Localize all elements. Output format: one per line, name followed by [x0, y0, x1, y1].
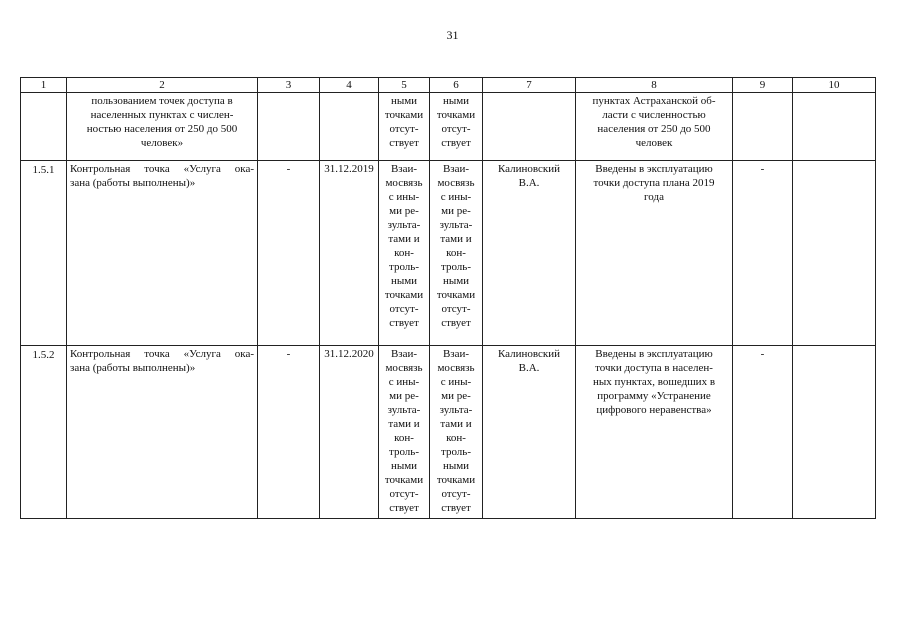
text-line: ными [442, 275, 470, 287]
text-line: В.А. [518, 362, 540, 374]
text-line: ными [442, 95, 470, 107]
header-cell: 4 [320, 78, 379, 93]
relation-col6 [430, 346, 483, 519]
text-line: тами и [440, 418, 472, 430]
continued-col5 [379, 93, 430, 161]
col9-value: - [733, 161, 793, 346]
continuation-row [21, 93, 876, 161]
text-line: ми ре- [441, 390, 471, 402]
text-line: Контрольная точка «Услуга ока- [70, 163, 254, 175]
text-line: точки доступа в населен- [595, 362, 713, 374]
header-cell: 5 [379, 78, 430, 93]
text-line: года [644, 191, 664, 203]
task-name [67, 161, 258, 346]
empty-cell [320, 93, 379, 161]
empty-cell [793, 93, 876, 161]
text-line: троль- [441, 446, 471, 458]
col3-value: - [258, 161, 320, 346]
header-cell: 3 [258, 78, 320, 93]
text-line: троль- [389, 261, 419, 273]
text-line: с ины- [440, 376, 472, 388]
text-line: Введены в эксплуатацию [595, 163, 713, 175]
text-line: ствует [389, 502, 419, 514]
text-line: зульта- [439, 404, 473, 416]
text-line: ствует [441, 317, 471, 329]
text-line: зульта- [387, 219, 421, 231]
text-line: с ины- [388, 191, 420, 203]
relation-col5 [379, 161, 430, 346]
header-cell: 1 [21, 78, 67, 93]
table-row [21, 346, 876, 519]
header-cell: 10 [793, 78, 876, 93]
text-line: Контрольная точка «Услуга ока- [70, 348, 254, 360]
col10-value [793, 346, 876, 519]
text-line: Взаи- [390, 163, 418, 175]
relation-col5 [379, 346, 430, 519]
header-cell: 7 [483, 78, 576, 93]
text-line: ствует [389, 137, 419, 149]
text-line: с ины- [388, 376, 420, 388]
expected-result [576, 161, 733, 346]
text-line: ными [390, 95, 418, 107]
text-line: ными [442, 460, 470, 472]
text-line: цифрового неравенства» [596, 404, 712, 416]
table-row [21, 161, 876, 346]
text-line: ными [390, 460, 418, 472]
empty-cell [483, 93, 576, 161]
continued-task-name [67, 93, 258, 161]
text-line: мосвязь [385, 177, 423, 189]
text-line: кон- [446, 247, 466, 259]
header-cell: 9 [733, 78, 793, 93]
header-cell: 8 [576, 78, 733, 93]
text-line: мосвязь [437, 362, 475, 374]
row-number: 1.5.2 [21, 346, 67, 519]
deadline-date: 31.12.2020 [320, 346, 379, 519]
text-line: отсут- [441, 303, 471, 315]
text-line: тами и [440, 233, 472, 245]
text-line: зульта- [439, 219, 473, 231]
text-line: точками [384, 109, 424, 121]
text-line: ласти с численностью [602, 109, 706, 121]
text-line: ных пунктах, вошедших в [592, 376, 716, 388]
text-line: точками [436, 289, 476, 301]
text-line: точками [384, 474, 424, 486]
text-line: Калиновский [497, 348, 561, 360]
plan-table [20, 77, 876, 519]
responsible-person [483, 161, 576, 346]
text-line: кон- [394, 247, 414, 259]
col10-value [793, 161, 876, 346]
row-number: 1.5.1 [21, 161, 67, 346]
text-line: пунктах Астраханской об- [592, 95, 716, 107]
text-line: Калиновский [497, 163, 561, 175]
responsible-person [483, 346, 576, 519]
text-line: ствует [389, 317, 419, 329]
empty-cell [733, 93, 793, 161]
text-line: ными [390, 275, 418, 287]
page-number: 31 [446, 28, 459, 42]
text-line: программу «Устранение [597, 390, 711, 402]
text-line: населения от 250 до 500 [597, 123, 711, 135]
header-cell: 6 [430, 78, 483, 93]
text-line: ностью населения от 250 до 500 [86, 123, 238, 135]
text-line: ствует [441, 137, 471, 149]
text-line: мосвязь [385, 362, 423, 374]
text-line: отсут- [441, 488, 471, 500]
text-line: кон- [446, 432, 466, 444]
header-row [21, 78, 876, 93]
text-line: отсут- [389, 488, 419, 500]
col3-value: - [258, 346, 320, 519]
text-line: точками [384, 289, 424, 301]
text-line: точками [436, 109, 476, 121]
text-line: кон- [394, 432, 414, 444]
text-line: зана (работы выполнены)» [70, 362, 196, 374]
text-line: зана (работы выполнены)» [70, 177, 196, 189]
text-line: ми ре- [441, 205, 471, 217]
continued-col6 [430, 93, 483, 161]
text-line: населенных пунктах с числен- [90, 109, 234, 121]
text-line: человек» [140, 137, 184, 149]
text-line: троль- [389, 446, 419, 458]
text-line: ми ре- [389, 390, 419, 402]
text-line: отсут- [441, 123, 471, 135]
text-line: отсут- [389, 123, 419, 135]
text-line: тами и [388, 233, 420, 245]
header-cell: 2 [67, 78, 258, 93]
text-line: ствует [441, 502, 471, 514]
empty-cell [21, 93, 67, 161]
text-line: Взаи- [390, 348, 418, 360]
text-line: человек [635, 137, 673, 149]
empty-cell [258, 93, 320, 161]
col9-value: - [733, 346, 793, 519]
text-line: тами и [388, 418, 420, 430]
text-line: В.А. [518, 177, 540, 189]
text-line: точки доступа плана 2019 [593, 177, 715, 189]
text-line: зульта- [387, 404, 421, 416]
text-line: Взаи- [442, 163, 470, 175]
task-name [67, 346, 258, 519]
text-line: троль- [441, 261, 471, 273]
text-line: пользованием точек доступа в [91, 95, 233, 107]
text-line: Введены в эксплуатацию [595, 348, 713, 360]
text-line: Взаи- [442, 348, 470, 360]
expected-result [576, 346, 733, 519]
text-line: точками [436, 474, 476, 486]
text-line: с ины- [440, 191, 472, 203]
relation-col6 [430, 161, 483, 346]
deadline-date: 31.12.2019 [320, 161, 379, 346]
text-line: мосвязь [437, 177, 475, 189]
text-line: ми ре- [389, 205, 419, 217]
text-line: отсут- [389, 303, 419, 315]
continued-result [576, 93, 733, 161]
